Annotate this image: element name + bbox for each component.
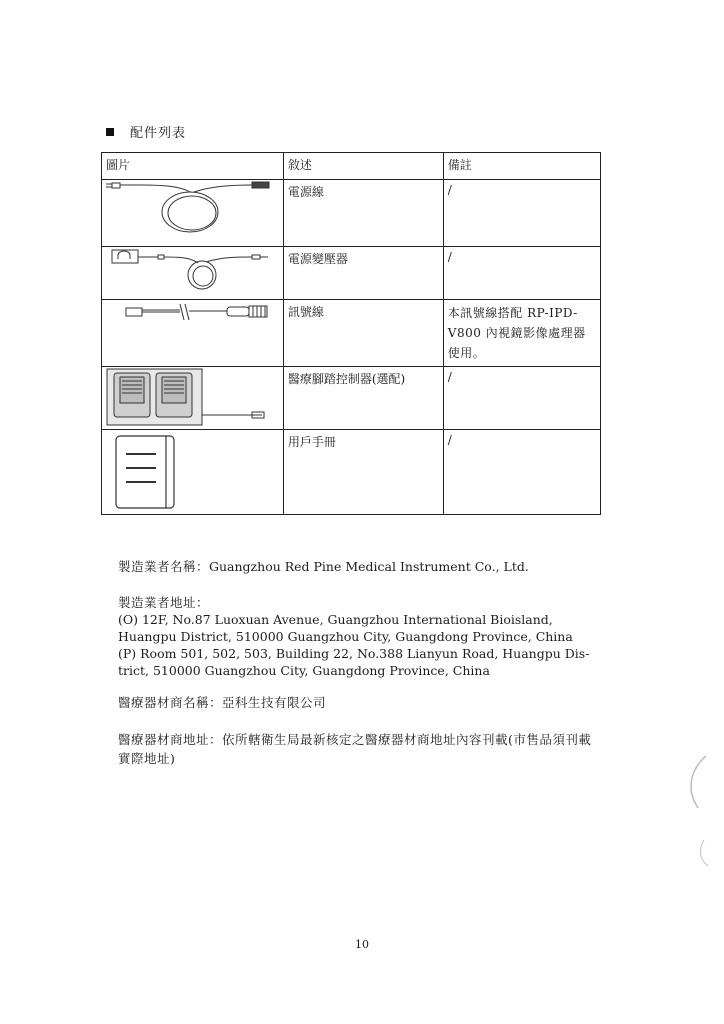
power-cord-icon: [102, 180, 275, 246]
row-description: 用戶手冊: [283, 430, 443, 515]
row-note: /: [443, 430, 600, 515]
table-header-row: [102, 153, 601, 180]
signal-cable-icon: [102, 300, 275, 366]
user-manual-icon: [102, 430, 275, 514]
distributor-address-label: 醫療器材商地址：: [118, 732, 223, 747]
manufacturer-address-p: (P) Room 501, 502, 503, Building 22, No.388 Lianyun Road, Huangpu Dis-trict, 510000 Guangzhou City, Guangdong Province, China: [118, 646, 590, 678]
distributor-name-block: [118, 694, 602, 711]
manufacturer-name: Guangzhou Red Pine Medical Instrument Co., Ltd.: [209, 559, 529, 574]
power-cord-image: [102, 180, 284, 247]
section-heading: [106, 122, 186, 141]
row-note: /: [443, 367, 600, 430]
table-row: [102, 247, 601, 300]
row-note: /: [443, 247, 600, 300]
user-manual-image: [102, 430, 284, 515]
distributor-name-label: 醫療器材商名稱：: [118, 695, 223, 710]
distributor-name: 亞科生技有限公司: [222, 695, 327, 710]
row-note: /: [443, 180, 600, 247]
signal-cable-image: [102, 300, 284, 367]
accessories-table: [101, 152, 601, 515]
row-description: 訊號線: [283, 300, 443, 367]
manufacturer-name-block: [118, 558, 602, 575]
manufacturer-name-label: 製造業者名稱：: [118, 559, 210, 574]
power-adapter-image: [102, 247, 284, 300]
table-row: [102, 300, 601, 367]
square-bullet-icon: [106, 128, 114, 136]
table-row: [102, 367, 601, 430]
header-note: 備註: [443, 153, 600, 180]
header-image: 圖片: [102, 153, 284, 180]
distributor-address-block: [118, 730, 602, 768]
manufacturer-address-block: [118, 594, 602, 679]
row-description: 電源變壓器: [283, 247, 443, 300]
table-row: [102, 430, 601, 515]
stamp-edge-mark: [676, 750, 716, 870]
table-row: [102, 180, 601, 247]
row-note: 本訊號線搭配 RP-IPD-V800 內視鏡影像處理器使用。: [443, 300, 600, 367]
manufacturer-address-label: 製造業者地址：: [118, 595, 210, 610]
page-number: 10: [355, 938, 369, 951]
distributor-address: 依所轄衛生局最新核定之醫療器材商地址內容刊載(市售品須刊載實際地址): [118, 732, 592, 766]
manufacturer-address-o: (O) 12F, No.87 Luoxuan Avenue, Guangzhou International Bioisland, Huangpu District, 510000 Guangzhou City, Guangdong Province, China: [118, 612, 573, 644]
row-description: 電源線: [283, 180, 443, 247]
section-title: 配件列表: [130, 126, 187, 141]
power-adapter-icon: [102, 247, 275, 299]
row-description: 醫療腳踏控制器(選配): [283, 367, 443, 430]
header-description: 敘述: [283, 153, 443, 180]
foot-switch-image: [102, 367, 284, 430]
foot-switch-icon: [102, 367, 275, 429]
